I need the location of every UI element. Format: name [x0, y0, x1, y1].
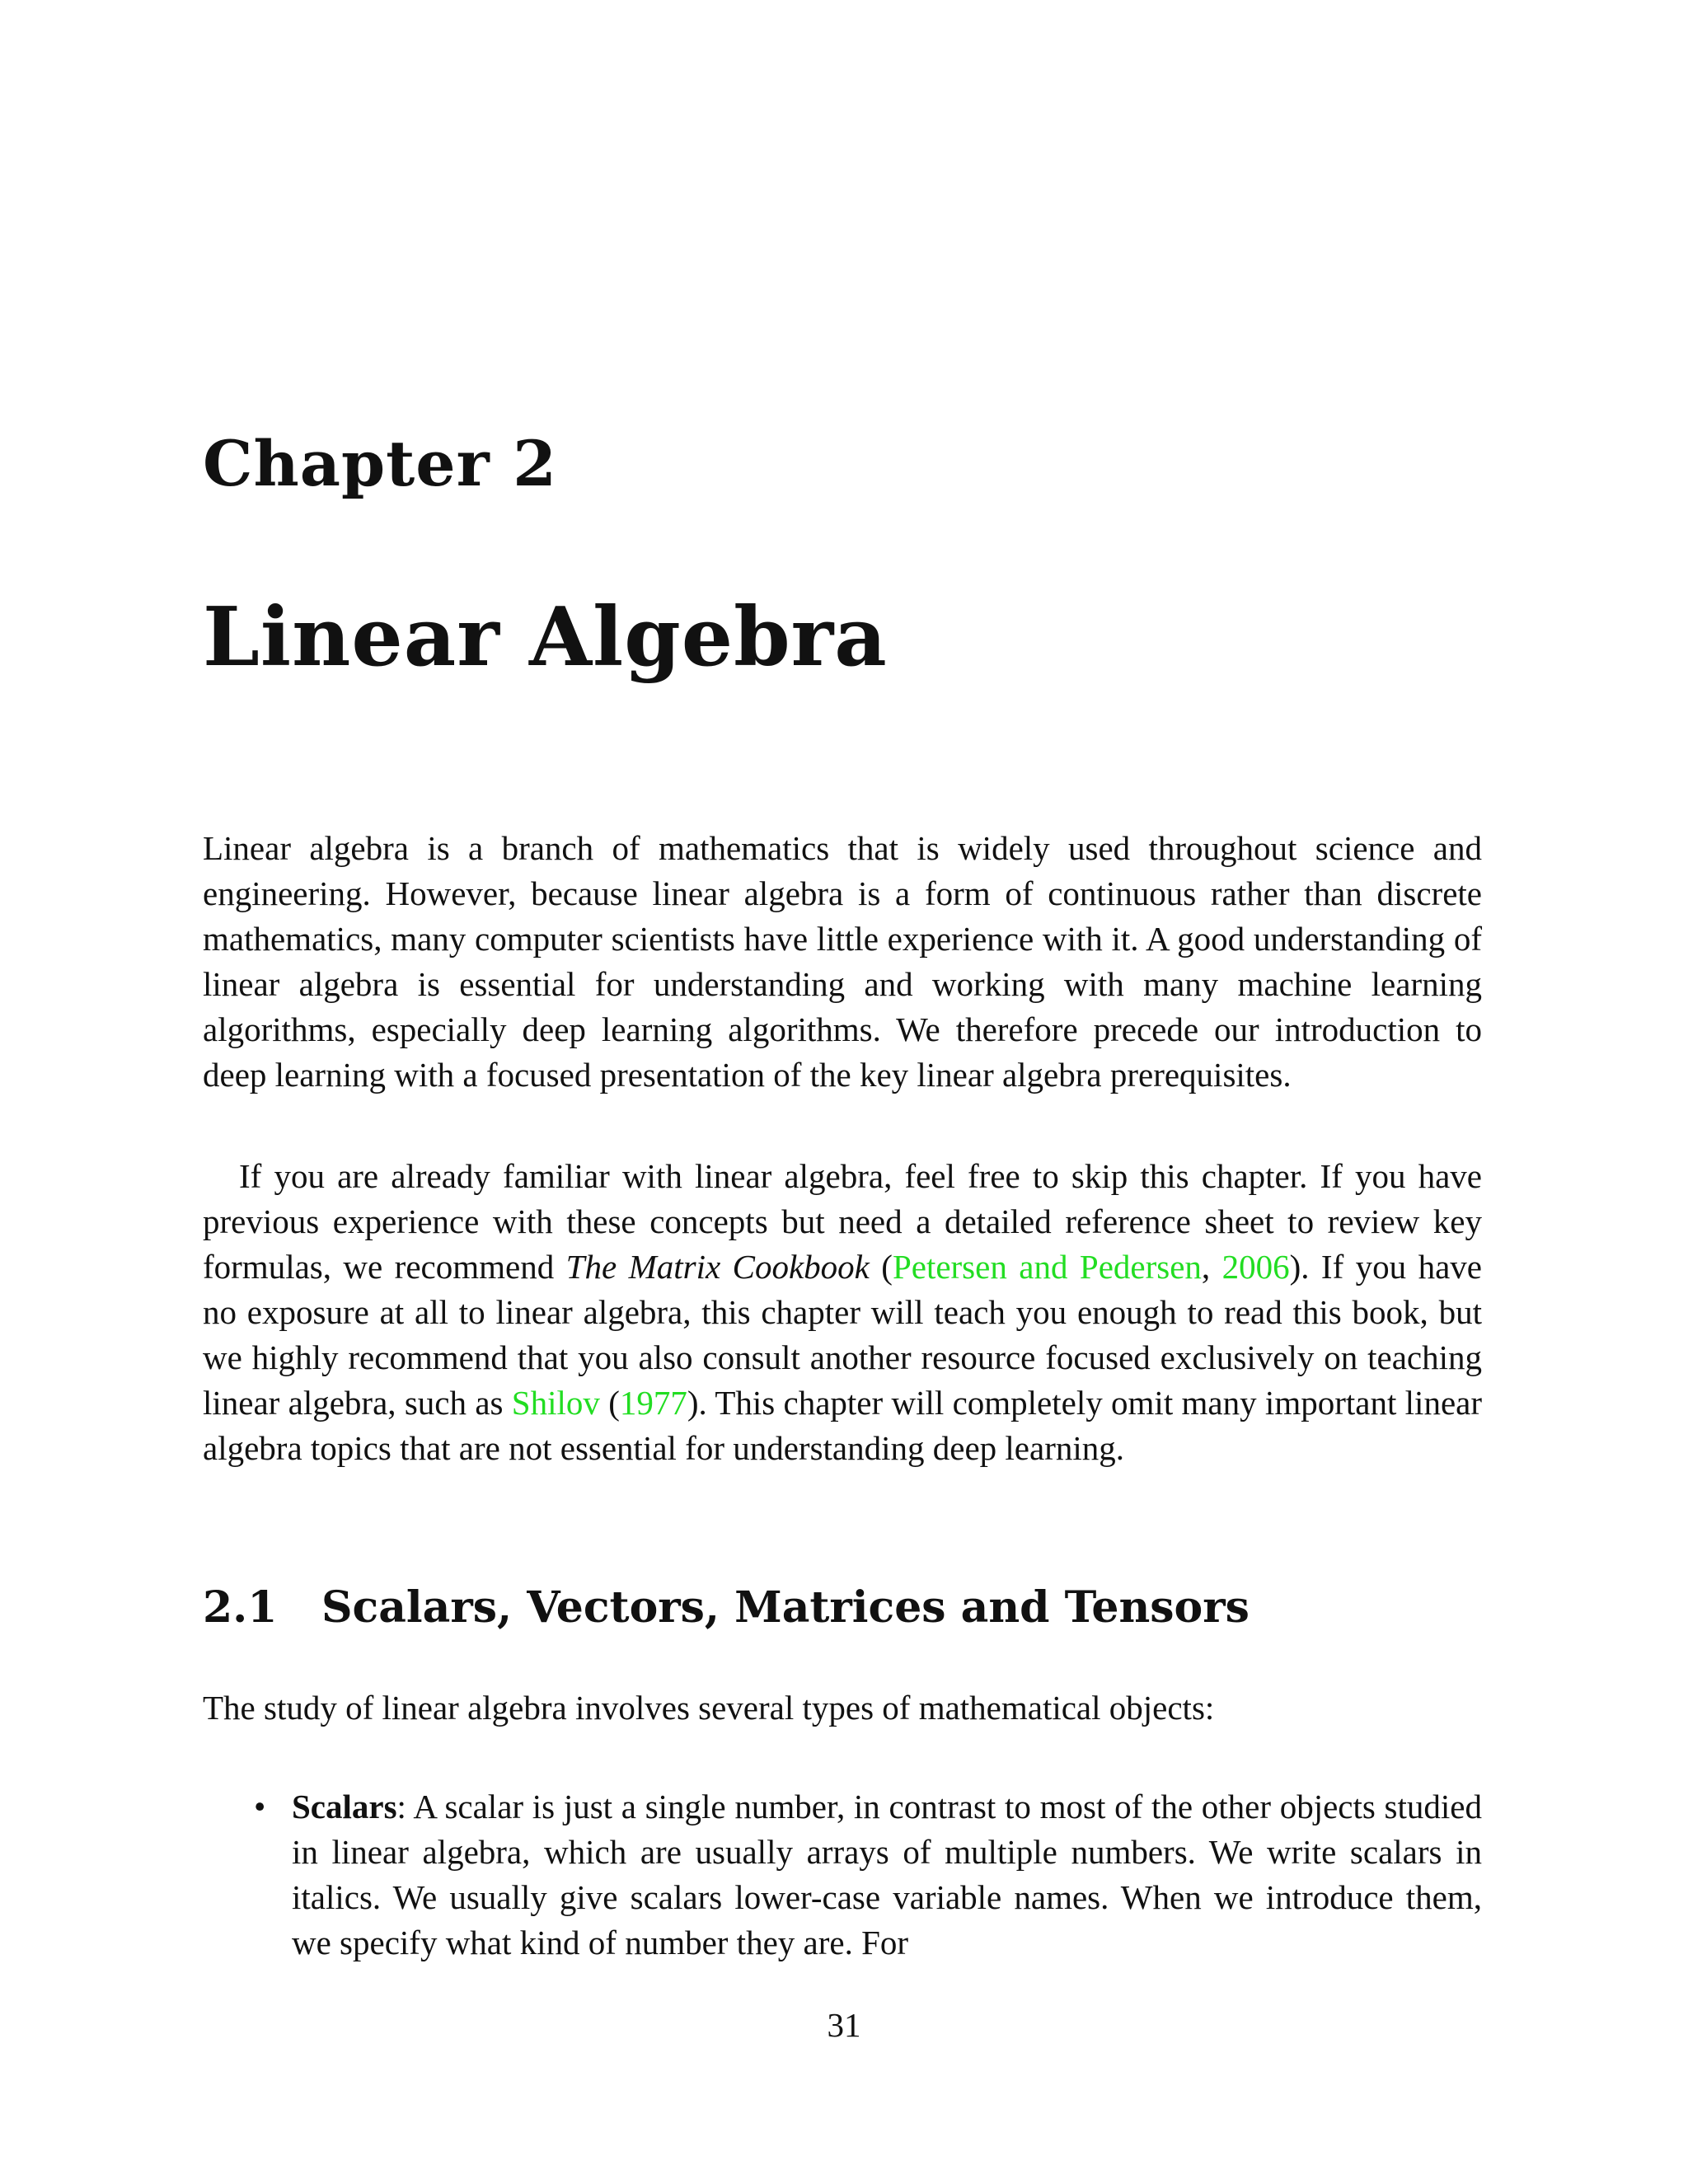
section-number: 2.1	[203, 1582, 278, 1633]
citation-link-petersen-authors[interactable]: Petersen and Pedersen	[892, 1248, 1202, 1286]
chapter-title: Linear Algebra	[203, 590, 888, 685]
citation-link-shilov-author[interactable]: Shilov	[511, 1384, 600, 1422]
intro-paragraph-1: Linear algebra is a branch of mathematics that is widely used throughout science and engineering. However, because linear algebra is a form of continuous rather than discrete mathematics, many computer scientists have little experience with it. A good understanding of linear algebra is essential for understanding and working with many machine learning algorithms, especially deep learning algorithms. We therefore precede our introduction to deep learning with a focused presentation of the key linear algebra prerequisites.	[203, 829, 1482, 1094]
paragraph-text: ). If you have no exposure at all to linear algebra, this chapter will teach you enough to read this book, but we highly recommend that you also consult another resource focused exclusively on teaching linear algebra, such as	[203, 1248, 1482, 1422]
section-title: Scalars, Vectors, Matrices and Tensors	[321, 1582, 1250, 1633]
paragraph-text: (	[869, 1248, 893, 1286]
paragraph-text: ). This chapter will completely omit many important linear algebra topics that are not essential for understanding deep learning.	[203, 1384, 1482, 1467]
object-types-list	[203, 1784, 1482, 1966]
paragraph-text: If you are already familiar with linear algebra, feel free to skip this chapter. If you have previous experience with these concepts but need a detailed reference sheet to review key formulas, we recommend	[203, 1157, 1482, 1286]
citation-link-petersen-year[interactable]: 2006	[1221, 1248, 1290, 1286]
term-label: Scalars	[292, 1788, 397, 1825]
intro-paragraph-2	[203, 1154, 1482, 1471]
list-item	[203, 1784, 1482, 1966]
book-title: The Matrix Cookbook	[565, 1248, 870, 1286]
bullet-marker: •	[254, 1788, 266, 1825]
paragraph-text: ,	[1201, 1248, 1222, 1286]
section-heading	[203, 1582, 1250, 1633]
page-number: 31	[827, 2006, 861, 2044]
term-description: : A scalar is just a single number, in contrast to most of the other objects studied in linear algebra, which are usually arrays of multiple numbers. We write scalars in italics. We usually give scalars lower-case variable names. When we introduce them, we specify what kind of number they are. For	[292, 1788, 1482, 1961]
paragraph-text: (	[599, 1384, 620, 1422]
chapter-label: Chapter 2	[203, 427, 557, 500]
citation-link-shilov-year[interactable]: 1977	[619, 1384, 687, 1422]
section-intro: The study of linear algebra involves several types of mathematical objects:	[203, 1689, 1215, 1727]
